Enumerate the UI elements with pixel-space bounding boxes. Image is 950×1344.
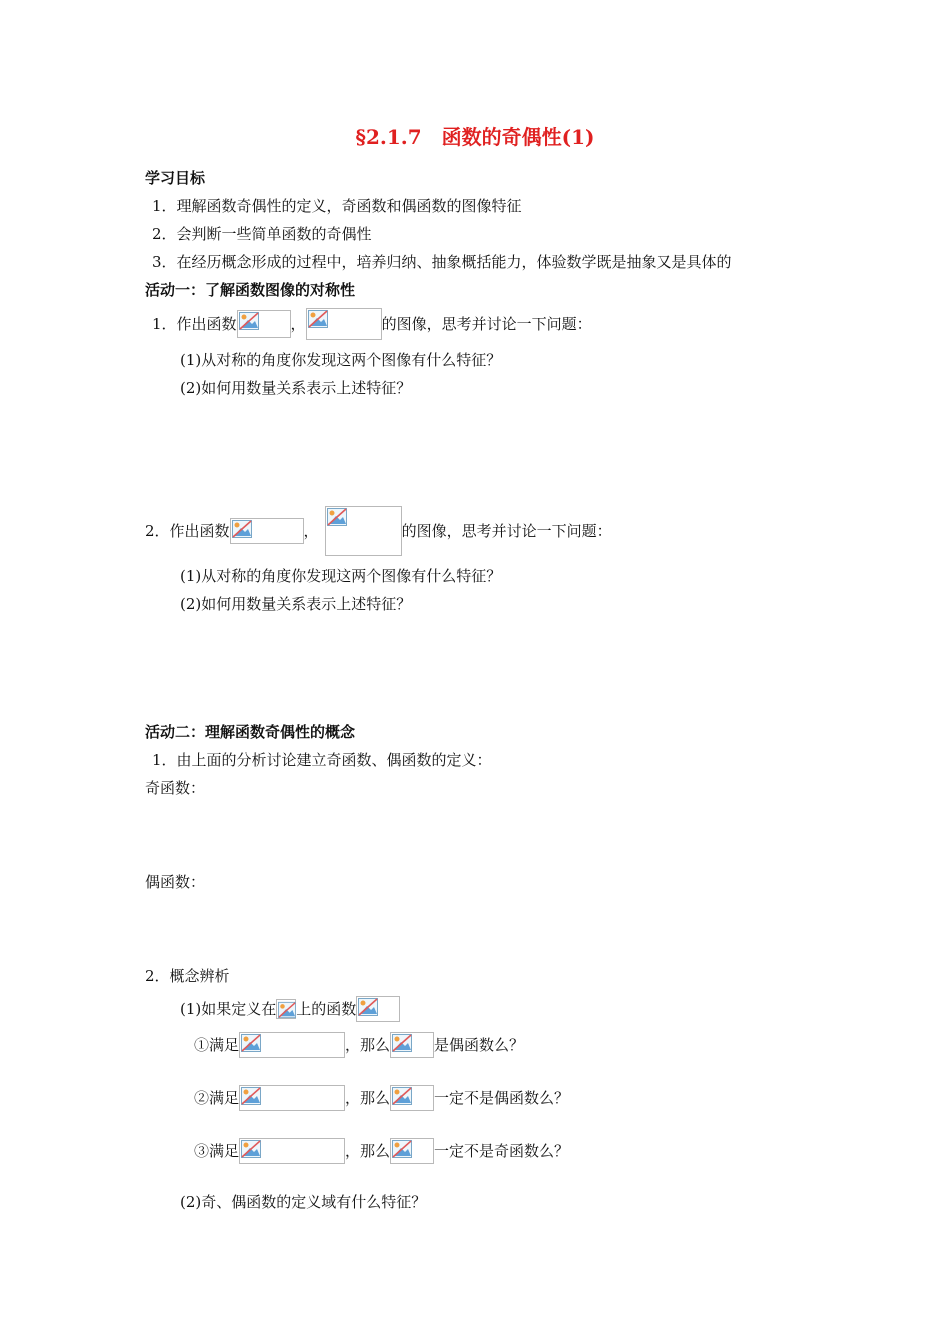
condition-item-end: 一定不是偶函数么？ [434, 1089, 570, 1107]
condition-item-num: ①满足 [194, 1036, 240, 1054]
activity1-q2-suffix: 的图像，思考并讨论一下问题： [401, 522, 612, 540]
odd-function-label: 奇函数： [145, 779, 206, 797]
condition-item-mid: ，那么 [345, 1142, 391, 1160]
condition-item-mid: ，那么 [345, 1036, 391, 1054]
goal-item-1: 1．理解函数奇偶性的定义，奇函数和偶函数的图像特征 [152, 197, 522, 215]
formula-image [239, 1085, 345, 1111]
broken-image-icon [241, 1140, 261, 1158]
formula-image [390, 1085, 434, 1111]
condition-item-num: ②满足 [194, 1089, 240, 1107]
activity1-q1-sep: ， [290, 315, 306, 333]
activity1-heading: 活动一：了解函数图像的对称性 [145, 281, 356, 299]
activity2-sub1 [180, 996, 400, 1022]
activity1-q2 [145, 506, 612, 556]
broken-image-icon [278, 1001, 296, 1019]
condition-item-end: 是偶函数么？ [434, 1036, 525, 1054]
broken-image-icon [241, 1034, 261, 1052]
broken-image-icon [241, 1087, 261, 1105]
formula-image [306, 308, 382, 340]
formula-image [390, 1138, 434, 1164]
condition-item-3 [194, 1138, 569, 1164]
activity1-q1-suffix: 的图像，思考并讨论一下问题： [381, 315, 592, 333]
activity1-q1 [152, 308, 592, 340]
activity1-q2-prefix: 2．作出函数 [145, 522, 230, 540]
broken-image-icon [392, 1034, 412, 1052]
activity2-heading: 活动二：理解函数奇偶性的概念 [145, 723, 356, 741]
formula-image [239, 1138, 345, 1164]
condition-item-num: ③满足 [194, 1142, 240, 1160]
broken-image-icon [358, 998, 378, 1016]
activity1-q2-sub1: (1)从对称的角度你发现这两个图像有什么特征？ [180, 567, 502, 585]
condition-item-mid: ，那么 [345, 1089, 391, 1107]
broken-image-icon [239, 312, 259, 330]
formula-image [276, 999, 296, 1019]
activity2-q2: 2．概念辨析 [145, 967, 230, 985]
broken-image-icon [392, 1087, 412, 1105]
formula-image [390, 1032, 434, 1058]
even-function-label: 偶函数： [145, 873, 206, 891]
goals-heading: 学习目标 [145, 169, 206, 187]
formula-image [239, 1032, 345, 1058]
activity1-q1-sub2: (2)如何用数量关系表示上述特征？ [180, 379, 412, 397]
formula-image [230, 518, 304, 544]
formula-image [237, 310, 291, 338]
activity2-sub1-mid: 上的函数 [296, 1000, 357, 1018]
activity2-q1: 1．由上面的分析讨论建立奇函数、偶函数的定义： [152, 751, 492, 769]
broken-image-icon [232, 520, 252, 538]
broken-image-icon [392, 1140, 412, 1158]
activity2-sub2: (2)奇、偶函数的定义域有什么特征？ [180, 1193, 427, 1211]
activity1-q1-prefix: 1．作出函数 [152, 315, 237, 333]
activity1-q2-sep: ， [303, 522, 319, 540]
activity2-sub1-prefix: (1)如果定义在 [180, 1000, 277, 1018]
formula-image [325, 506, 402, 556]
formula-image [356, 996, 400, 1022]
broken-image-icon [308, 310, 328, 328]
condition-item-end: 一定不是奇函数么？ [434, 1142, 570, 1160]
goal-item-3: 3．在经历概念形成的过程中，培养归纳、抽象概括能力，体验数学既是抽象又是具体的 [152, 253, 732, 271]
activity1-q1-sub1: (1)从对称的角度你发现这两个图像有什么特征？ [180, 351, 502, 369]
activity1-q2-sub2: (2)如何用数量关系表示上述特征？ [180, 595, 412, 613]
condition-item-1 [194, 1032, 524, 1058]
page-title: §2.1.7 函数的奇偶性(1) [355, 125, 595, 149]
goal-item-2: 2．会判断一些简单函数的奇偶性 [152, 225, 372, 243]
condition-item-2 [194, 1085, 569, 1111]
broken-image-icon [327, 508, 347, 526]
